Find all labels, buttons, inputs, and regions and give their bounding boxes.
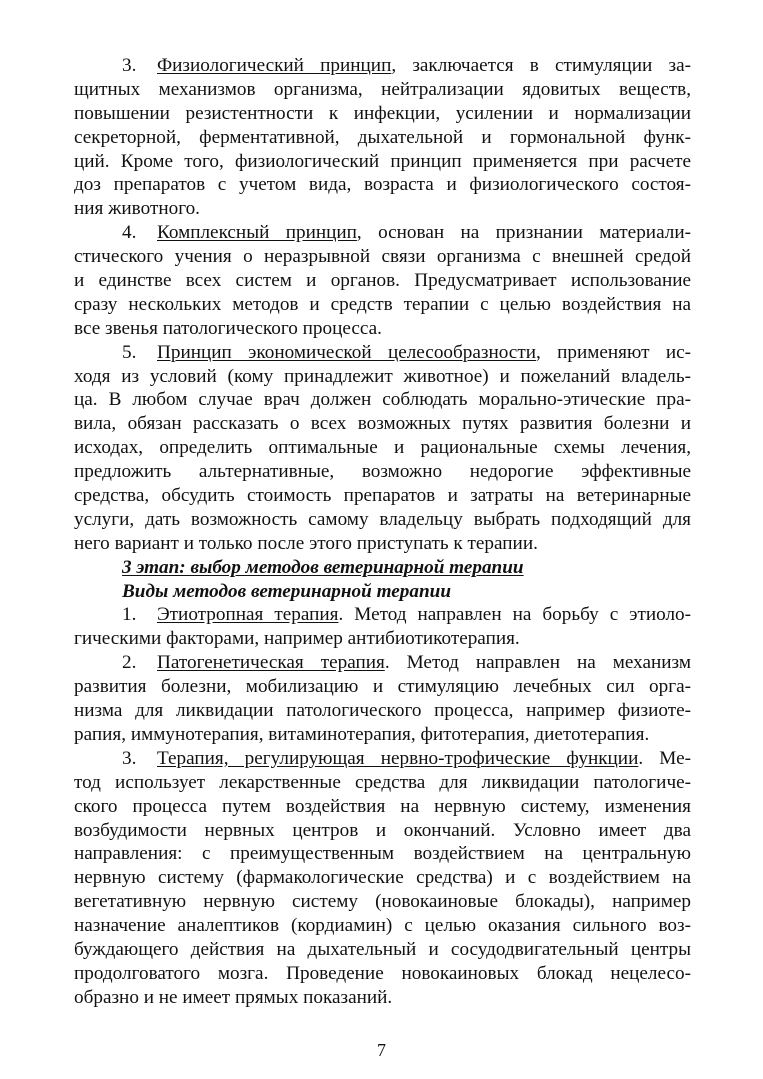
paragraph-line bbox=[74, 651, 691, 675]
methods-heading-text: Виды методов ветеринарной терапии bbox=[122, 580, 451, 602]
paragraph-line: буждающего действия на дыхательный и сосудодвигательный центры bbox=[74, 938, 691, 960]
paragraph-line: щитных механизмов организма, нейтрализации ядовитых веществ, bbox=[74, 78, 691, 100]
page-number: 7 bbox=[377, 1040, 386, 1060]
line-text: . Ме- bbox=[638, 747, 692, 769]
paragraph-line: гическими факторами, например антибиотикотерапия. bbox=[74, 628, 520, 650]
line-text: , заключается в стимуляции за- bbox=[391, 55, 691, 76]
item-number: 4. bbox=[122, 222, 137, 244]
document-page bbox=[74, 54, 691, 1010]
line-text: , применяют ис- bbox=[535, 341, 691, 363]
paragraph-line bbox=[74, 221, 691, 245]
paragraph-line: ского процесса путем воздействия на нервную систему, изменения bbox=[74, 795, 691, 817]
paragraph-line: нервную систему (фармакологические средства) и с воздействием на bbox=[74, 867, 691, 889]
item-number: 3. bbox=[122, 747, 137, 769]
line-text: . Метод направлен на борьбу с этиоло- bbox=[338, 604, 692, 626]
stage-heading-text: 3 этап: выбор методов ветеринарной терапии bbox=[122, 556, 524, 578]
paragraph-line: ца. В любом случае врач должен соблюдать морально-этические пра- bbox=[74, 389, 691, 411]
paragraph-line: низма для ликвидации патологического процесса, например физиоте- bbox=[74, 700, 691, 722]
paragraph-line: услуги, дать возможность самому владельцу выбрать подходящий для bbox=[74, 508, 691, 530]
paragraph-line: сразу нескольких методов и средств терапии с целью воздействия на bbox=[74, 293, 691, 315]
item-title: Терапия, регулирующая нервно-трофические функции bbox=[157, 747, 639, 769]
paragraph-line: возбудимости нервных центров и окончаний. Условно имеет два bbox=[74, 819, 691, 841]
method-pathogenetic bbox=[74, 651, 691, 747]
methods-heading bbox=[74, 580, 691, 604]
paragraph-line: образно и не имеет прямых показаний. bbox=[74, 986, 393, 1008]
paragraph-line bbox=[74, 747, 691, 771]
paragraph-line: направления: с преимущественным воздействием на центральную bbox=[74, 843, 691, 865]
paragraph-line bbox=[74, 341, 691, 365]
item-number: 3. bbox=[122, 55, 137, 76]
paragraph-line: доз препаратов с учетом вида, возраста и физиологического состоя- bbox=[74, 174, 691, 196]
line-text: . Метод направлен на механизм bbox=[384, 652, 691, 674]
paragraph-line: все звенья патологического процесса. bbox=[74, 317, 382, 339]
item-number: 5. bbox=[122, 341, 137, 363]
paragraph-line: секреторной, ферментативной, дыхательной и гормональной функ- bbox=[74, 126, 691, 148]
paragraph-line: продолговатого мозга. Проведение новокаиновых блокад нецелесо- bbox=[74, 962, 691, 984]
line-text: , основан на признании материали- bbox=[356, 222, 691, 244]
item-title: Принцип экономической целесообразности bbox=[157, 341, 536, 363]
paragraph-line: средства, обсудить стоимость препаратов и затраты на ветеринарные bbox=[74, 485, 691, 507]
principle-physiological bbox=[74, 54, 691, 221]
item-title: Патогенетическая терапия bbox=[157, 652, 385, 674]
paragraph-line: рапия, иммунотерапия, витаминотерапия, фитотерапия, диетотерапия. bbox=[74, 723, 650, 745]
paragraph-line: стического учения о неразрывной связи организма с внешней средой bbox=[74, 246, 691, 268]
paragraph-line: вила, обязан рассказать о всех возможных путях развития болезни и bbox=[74, 413, 691, 435]
stage-heading bbox=[74, 556, 691, 580]
paragraph-line: него вариант и только после этого приступать к терапии. bbox=[74, 532, 538, 554]
paragraph-line: исходах, определить оптимальные и рациональные схемы лечения, bbox=[74, 437, 691, 459]
paragraph-line: развития болезни, мобилизацию и стимуляцию лечебных сил орга- bbox=[74, 676, 691, 698]
paragraph-line: ций. Кроме того, физиологический принцип применяется при расчете bbox=[74, 150, 691, 172]
principle-economic bbox=[74, 341, 691, 556]
item-title: Физиологический принцип bbox=[157, 55, 392, 76]
item-number: 1. bbox=[122, 604, 137, 626]
paragraph-line: предложить альтернативные, возможно недорогие эффективные bbox=[74, 461, 691, 483]
paragraph-line bbox=[74, 603, 691, 627]
paragraph-line: повышении резистентности к инфекции, усилении и нормализации bbox=[74, 102, 691, 124]
paragraph-line bbox=[74, 54, 691, 78]
method-etiotropic bbox=[74, 603, 691, 651]
paragraph-line: и единстве всех систем и органов. Предусматривает использование bbox=[74, 270, 691, 292]
paragraph-line: вегетативную нервную систему (новокаиновые блокады), например bbox=[74, 891, 691, 913]
paragraph-line: ходя из условий (кому принадлежит животное) и пожеланий владель- bbox=[74, 365, 691, 387]
paragraph-line: ния животного. bbox=[74, 198, 200, 220]
method-neurotrophic bbox=[74, 747, 691, 1010]
item-title: Этиотропная терапия bbox=[157, 604, 339, 626]
item-number: 2. bbox=[122, 652, 137, 674]
paragraph-line: тод использует лекарственные средства для ликвидации патологиче- bbox=[74, 771, 691, 793]
principle-complex bbox=[74, 221, 691, 340]
paragraph-line: назначение аналептиков (кордиамин) с целью оказания сильного воз- bbox=[74, 915, 691, 937]
item-title: Комплексный принцип bbox=[157, 222, 357, 244]
